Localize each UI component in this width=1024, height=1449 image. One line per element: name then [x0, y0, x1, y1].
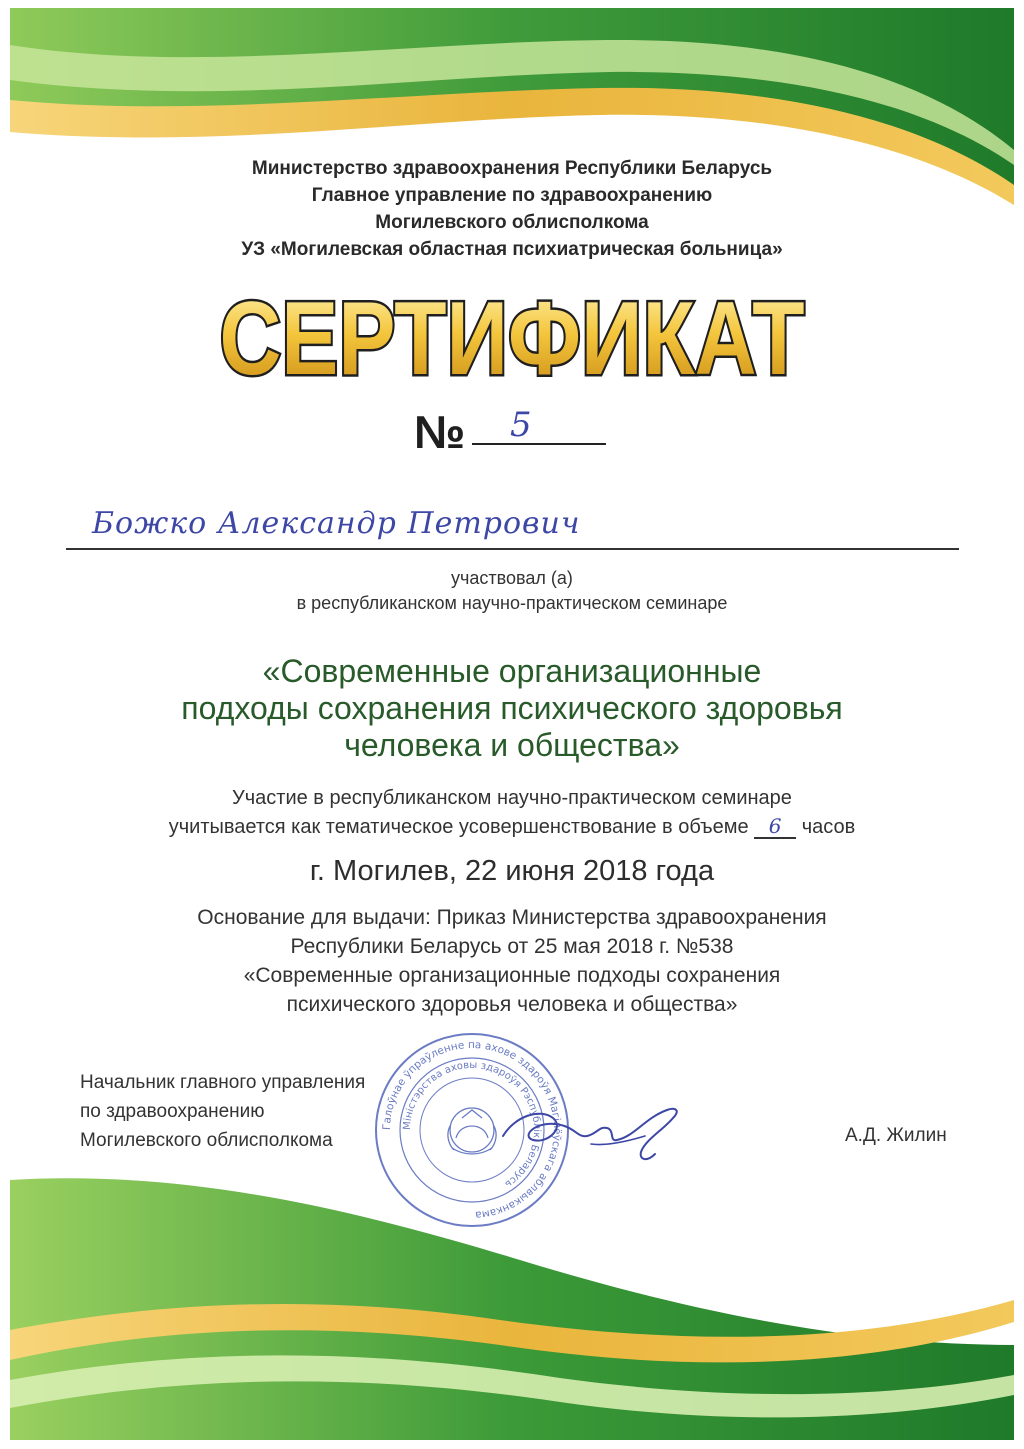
- stamp-outer-text: Галоўнае ўпраўленне па ахове здароўя Магілёўскага аблвыканкама: [380, 1038, 564, 1221]
- handwritten-signature: [495, 1096, 690, 1171]
- number-underline: [472, 443, 606, 445]
- accreditation-line-2: [0, 813, 1024, 842]
- accreditation-text: [0, 784, 1024, 842]
- issuer-region: Могилевского облисполкома: [375, 212, 649, 233]
- seminar-title-line-1: «Современные организационные: [262, 653, 762, 689]
- accreditation-line-2-start: учитывается как тематическое усовершенствование в объеме: [168, 816, 749, 838]
- number-sign: №: [414, 406, 466, 458]
- seminar-title: [0, 653, 1024, 764]
- participation-line-1: участвовал (а): [451, 568, 573, 588]
- certificate-number: [410, 405, 620, 465]
- accreditation-line-1: Участие в республиканском научно-практическом семинаре: [232, 787, 792, 809]
- basis-line-1: Основание для выдачи: Приказ Министерства здравоохранения: [197, 906, 827, 929]
- issuer-department: Главное управление по здравоохранению: [311, 185, 713, 206]
- accreditation-line-2-end: часов: [801, 816, 856, 838]
- issuer-ministry: Министерство здравоохранения Республики Беларусь: [251, 158, 773, 179]
- basis-line-2: Республики Беларусь от 25 мая 2018 г. №538: [290, 935, 734, 958]
- issue-date: г. Могилев, 22 июня 2018 года: [309, 855, 715, 887]
- signer-position-line-1: Начальник главного управления: [80, 1072, 366, 1093]
- issuer-hospital: УЗ «Могилевская областная психиатрическая больница»: [241, 239, 783, 260]
- certificate-title: [212, 282, 812, 397]
- certificate-title-text: СЕРТИФИКАТ: [219, 281, 805, 397]
- number-value: 5: [510, 405, 532, 445]
- signer-position-line-2: по здравоохранению: [80, 1101, 265, 1122]
- signer-position: [80, 1068, 380, 1155]
- stamp-inner-text: Міністэрства аховы здароўя Рэспублікі Беларусь: [401, 1059, 543, 1190]
- participation-text: [0, 566, 1024, 616]
- seminar-title-line-2: подходы сохранения психического здоровья: [181, 690, 843, 726]
- basis-line-3: «Современные организационные подходы сохранения: [243, 964, 781, 987]
- emblem-icon: [448, 1108, 496, 1154]
- signer-position-line-3: Могилевского облисполкома: [80, 1130, 333, 1151]
- issuer-header: [0, 155, 1024, 263]
- participation-line-2: в республиканском научно-практическом семинаре: [296, 593, 728, 613]
- recipient-field: [66, 498, 959, 552]
- basis-line-4: психического здоровья человека и общества»: [286, 993, 738, 1016]
- recipient-underline: [66, 548, 959, 550]
- hours-value: 6: [754, 815, 796, 839]
- seminar-title-line-3: человека и общества»: [344, 727, 680, 763]
- signer-name: А.Д. Жилин: [845, 1125, 947, 1146]
- recipient-name: Божко Александр Петрович: [92, 506, 581, 541]
- issue-basis: [0, 903, 1024, 1019]
